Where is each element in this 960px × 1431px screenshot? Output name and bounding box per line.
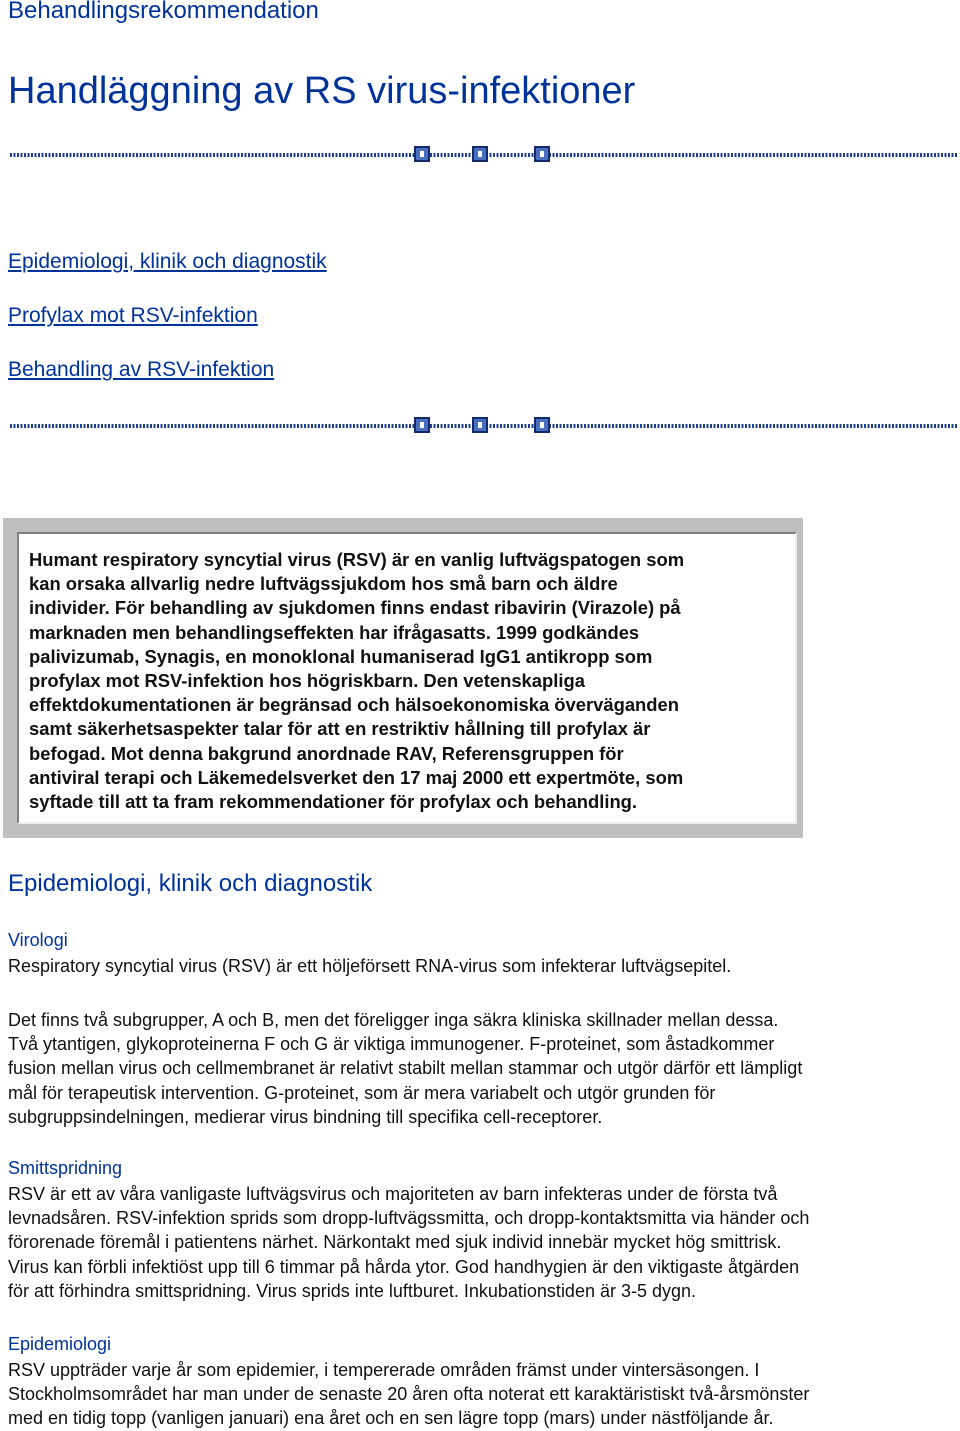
text-line: Två ytantigen, glykoproteinerna F och G är viktiga immunogener. F-proteinet, som åstadkommer xyxy=(8,1034,775,1055)
toc-link-behandling[interactable]: Behandling av RSV-infektion xyxy=(8,358,275,381)
abstract-inner-panel xyxy=(17,532,797,824)
text-line: fusion mellan virus och cellmembranet är relativt stabilt mellan stammar och utgör därför ett lämpligt xyxy=(8,1058,803,1079)
paragraph-subgrupper xyxy=(8,1008,953,1129)
grid-knot-icon xyxy=(535,147,549,161)
text-line: RSV uppträder varje år som epidemier, i tempererade områden främst under vintersäsongen. I xyxy=(8,1360,760,1380)
abstract-line: effektdokumentationen är begränsad och hälsoekonomiska överväganden xyxy=(29,694,679,716)
page-title: Handläggning av RS virus-infektioner xyxy=(8,70,636,112)
abstract-box xyxy=(3,518,803,838)
text-line: Virus kan förbli infektiöst upp till 6 timmar på hårda ytor. God handhygien är den viktigaste åtgärden xyxy=(8,1256,800,1277)
grid-knot-icon xyxy=(473,147,487,161)
grid-knot-icon xyxy=(415,418,429,432)
decorative-divider-bottom xyxy=(10,417,957,433)
abstract-line: antiviral terapi och Läkemedelsverket den 17 maj 2000 ett expertmöte, som xyxy=(29,766,684,788)
toc-link-profylax[interactable]: Profylax mot RSV-infektion xyxy=(8,304,258,327)
grid-knot-icon xyxy=(473,418,487,432)
subheading-smittspridning: Smittspridning xyxy=(8,1158,123,1178)
text-line: Stockholmsområdet har man under de senaste 20 åren ofta noterat ett karaktäristiskt två-årsmönster xyxy=(8,1384,810,1405)
abstract-line: samt säkerhetsaspekter talar för att en restriktiv hållning till profylax är xyxy=(29,718,651,740)
text-line: subgruppsindelningen, medierar virus bindning till specifika cell-receptorer. xyxy=(8,1106,603,1127)
paragraph-virologi-intro xyxy=(8,954,953,978)
toc-link-epidemiologi[interactable]: Epidemiologi, klinik och diagnostik xyxy=(8,250,327,273)
decorative-divider-top xyxy=(10,146,957,162)
section-heading-epidemiologi: Epidemiologi, klinik och diagnostik xyxy=(8,870,373,897)
grid-knot-icon xyxy=(535,418,549,432)
text-line: RSV är ett av våra vanligaste luftvägsvirus och majoriteten av barn infekteras under de första två xyxy=(8,1184,778,1204)
text-line: mål för terapeutisk intervention. G-proteinet, som är mera variabelt och utgör grunden för xyxy=(8,1082,716,1103)
subheading-epidemiologi: Epidemiologi xyxy=(8,1334,112,1354)
abstract-line: individer. För behandling av sjukdomen finns endast ribavirin (Virazole) på xyxy=(29,597,681,619)
text-line: levnadsåren. RSV-infektion sprids som dropp-luftvägssmitta, och dropp-kontaktsmitta via händer och xyxy=(8,1208,810,1229)
abstract-text xyxy=(29,548,789,814)
paragraph-epidemiologi xyxy=(8,1358,953,1431)
text-line: med en tidig topp (vanligen januari) ena året och en sen lägre topp (mars) under nästföljande år. xyxy=(8,1408,774,1429)
text-line: Respiratory syncytial virus (RSV) är ett höljeförsett RNA-virus som infekterar luftvägsepitel. xyxy=(8,956,732,976)
abstract-line: Humant respiratory syncytial virus (RSV) är en vanlig luftvägspatogen som xyxy=(29,549,685,570)
abstract-line: profylax mot RSV-infektion hos högriskbarn. Den vetenskapliga xyxy=(29,670,585,692)
paragraph-smittspridning xyxy=(8,1182,953,1303)
abstract-line: palivizumab, Synagis, en monoklonal humaniserad IgG1 antikropp som xyxy=(29,645,653,667)
abstract-line: kan orsaka allvarlig nedre luftvägssjukdom hos små barn och äldre xyxy=(29,573,618,595)
text-line: Det finns två subgrupper, A och B, men det föreligger inga säkra kliniska skillnader mellan dessa. xyxy=(8,1010,779,1030)
text-line: förorenade föremål i patientens närhet. Närkontakt med sjuk individ innebär mycket hög smittrisk. xyxy=(8,1232,782,1253)
document-category-label: Behandlingsrekommendation xyxy=(8,0,319,24)
grid-knot-icon xyxy=(415,147,429,161)
abstract-line: syftade till att ta fram rekommendationer för profylax och behandling. xyxy=(29,791,638,813)
abstract-line: marknaden men behandlingseffekten har ifrågasatts. 1999 godkändes xyxy=(29,621,640,643)
subheading-virologi: Virologi xyxy=(8,930,68,950)
abstract-line: befogad. Mot denna bakgrund anordnade RAV, Referensgruppen för xyxy=(29,742,624,764)
text-line: för att förhindra smittspridning. Virus sprids inte luftburet. Inkubationstiden är 3-5 dygn. xyxy=(8,1280,697,1301)
